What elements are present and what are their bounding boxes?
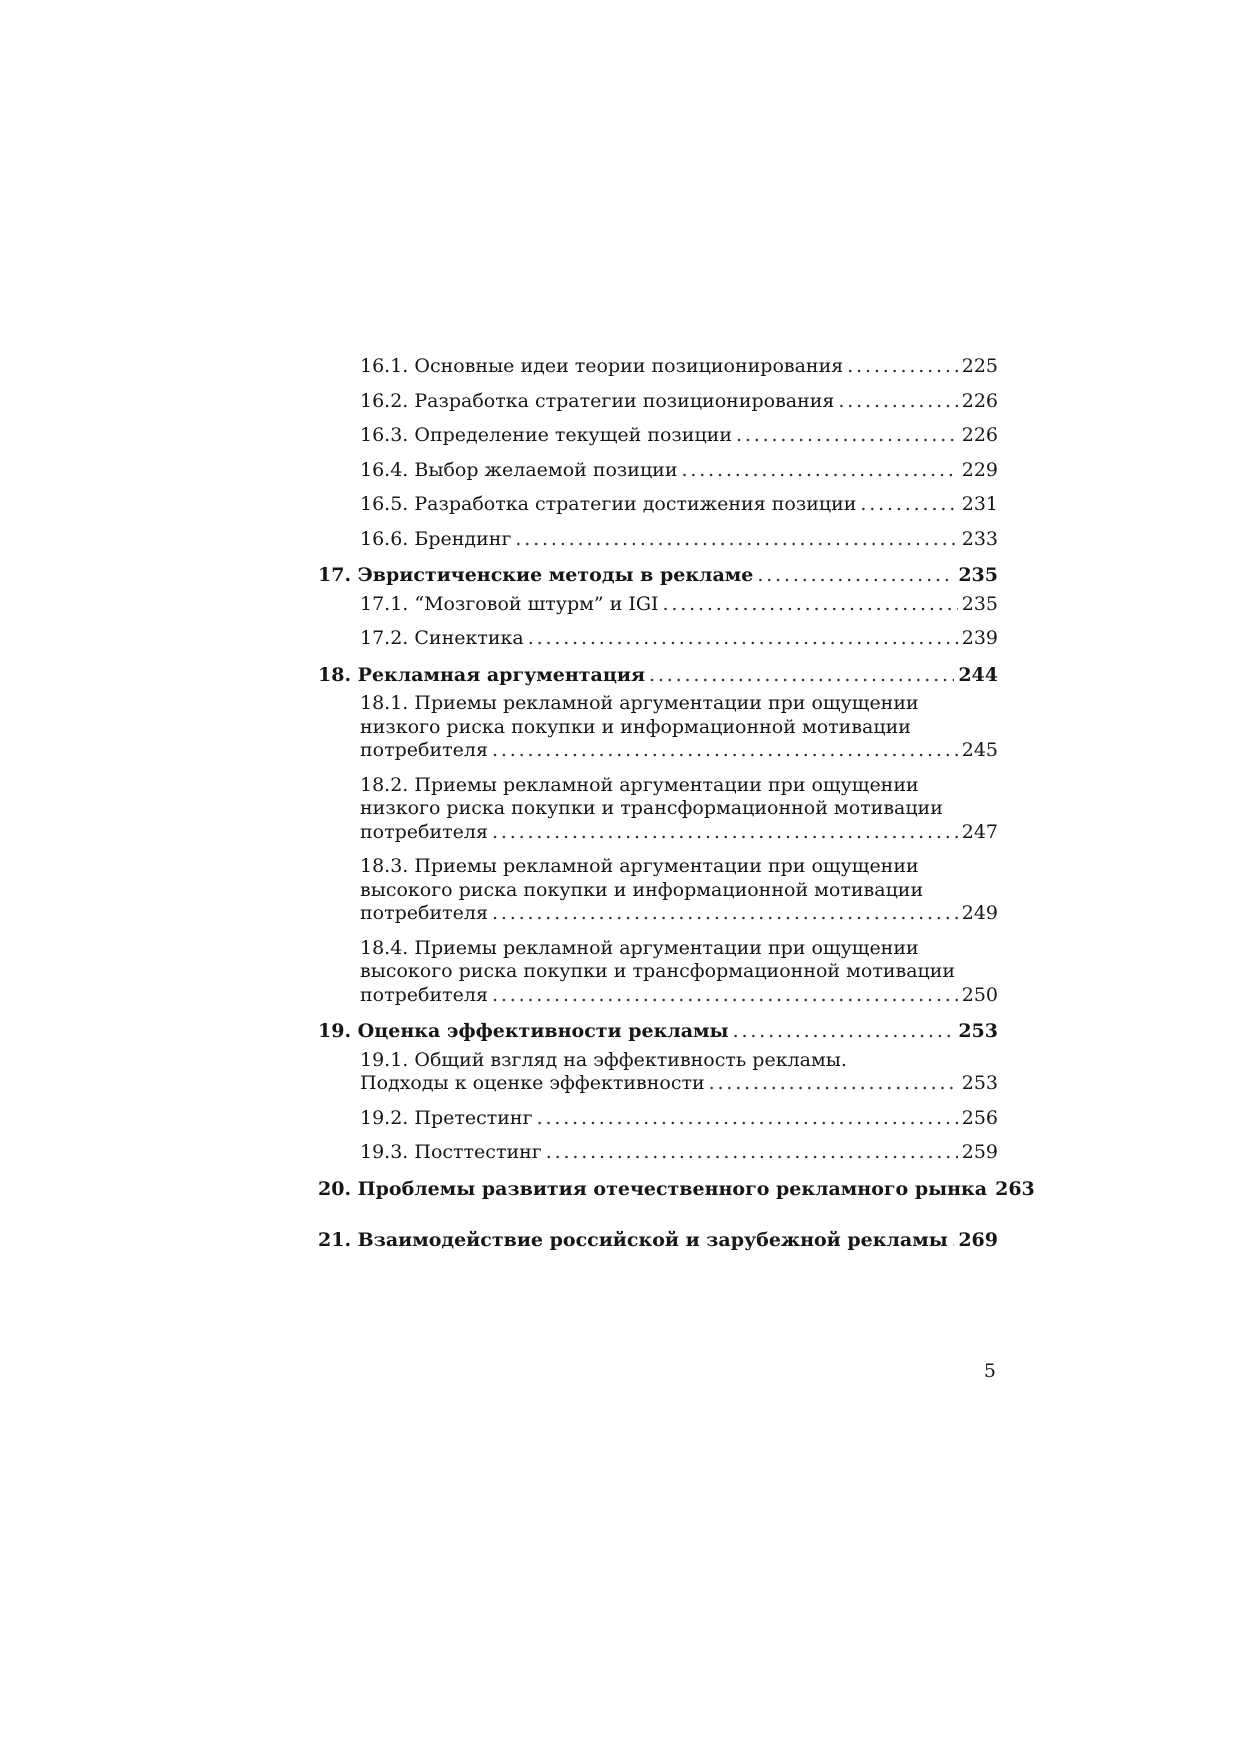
toc-entry-16-1[interactable] xyxy=(318,355,998,379)
toc-entry-page: 259 xyxy=(961,1141,998,1163)
dot-leader xyxy=(492,739,958,763)
toc-entry-page: 226 xyxy=(961,424,998,446)
dot-leader xyxy=(515,528,957,552)
toc-chapter-17[interactable] xyxy=(318,564,998,588)
toc-chapter-page: 269 xyxy=(958,1229,998,1251)
toc-entry-page: 225 xyxy=(961,355,998,377)
dot-leader xyxy=(537,1107,958,1131)
toc-entry-19-1[interactable] xyxy=(318,1049,998,1096)
toc-chapter-page: 235 xyxy=(958,564,998,586)
toc-entry-16-4[interactable] xyxy=(318,459,998,483)
toc-entry-title: 16.6. Брендинг xyxy=(360,527,512,550)
dot-leader xyxy=(847,355,958,379)
toc-entry-title: 17.1. “Мозговой штурм” и IGI xyxy=(360,592,659,615)
dot-leader xyxy=(952,1229,955,1253)
toc-entry-title: 16.1. Основные идеи теории позиционирования xyxy=(360,355,844,377)
toc-chapter-title: 18. Рекламная аргументация xyxy=(318,663,645,686)
toc-entry-16-5[interactable] xyxy=(318,493,998,517)
toc-chapter-title: 20. Проблемы развития отечественного рекламного рынка xyxy=(318,1177,988,1200)
dot-leader xyxy=(546,1141,958,1165)
toc-entry-16-3[interactable] xyxy=(318,424,998,448)
toc-entry-17-1[interactable] xyxy=(318,593,998,617)
table-of-contents xyxy=(318,355,1035,1258)
toc-entry-page: 250 xyxy=(961,983,998,1006)
toc-chapter-18[interactable] xyxy=(318,664,998,688)
toc-entry-17-2[interactable] xyxy=(318,627,998,651)
toc-entry-title: 16.5. Разработка стратегии достижения позиции xyxy=(360,493,857,515)
toc-entry-18-1[interactable] xyxy=(318,692,998,763)
dot-leader xyxy=(492,902,958,926)
toc-entry-title-line: потребителя xyxy=(360,820,488,843)
toc-entry-title: 16.4. Выбор желаемой позиции xyxy=(360,458,678,481)
toc-entry-16-2[interactable] xyxy=(318,390,998,414)
toc-entry-page: 249 xyxy=(961,902,998,924)
dot-leader xyxy=(528,627,958,651)
toc-entry-title: 19.3. Посттестинг xyxy=(360,1141,542,1163)
toc-chapter-page: 263 xyxy=(995,1177,1035,1200)
toc-entry-page: 256 xyxy=(961,1106,998,1129)
toc-entry-page: 233 xyxy=(961,527,998,550)
toc-entry-title: 17.2. Синектика xyxy=(360,627,524,649)
page-number: 5 xyxy=(983,1360,996,1382)
toc-entry-title-line: низкого риска покупки и информационной мотивации xyxy=(360,715,911,738)
toc-entry-title: 19.2. Претестинг xyxy=(360,1106,533,1129)
toc-entry-16-6[interactable] xyxy=(318,528,998,552)
toc-entry-19-3[interactable] xyxy=(318,1141,998,1165)
toc-entry-title-line: потребителя xyxy=(360,902,488,924)
dot-leader xyxy=(860,493,957,517)
toc-entry-title: 16.3. Определение текущей позиции xyxy=(360,424,732,446)
toc-entry-18-2[interactable] xyxy=(318,774,998,845)
toc-entry-page: 247 xyxy=(961,820,998,843)
dot-leader xyxy=(709,1072,958,1096)
toc-entry-title-line: 18.4. Приемы рекламной аргументации при ощущении xyxy=(360,936,919,959)
toc-chapter-21[interactable] xyxy=(318,1229,998,1253)
toc-entry-page: 235 xyxy=(961,592,998,615)
dot-leader xyxy=(733,1020,955,1044)
toc-chapter-page: 253 xyxy=(958,1020,998,1042)
toc-entry-title-line: 18.1. Приемы рекламной аргументации при ощущении xyxy=(360,692,919,714)
toc-entry-title-line: 19.1. Общий взгляд на эффективность рекламы. xyxy=(360,1048,847,1071)
dot-leader xyxy=(736,424,958,448)
toc-entry-page: 231 xyxy=(961,493,998,515)
toc-chapter-title: 19. Оценка эффективности рекламы xyxy=(318,1020,729,1042)
toc-entry-page: 239 xyxy=(961,627,998,649)
toc-chapter-title: 17. Эвристиченские методы в рекламе xyxy=(318,564,754,586)
toc-chapter-page: 244 xyxy=(958,663,998,686)
toc-entry-title-line: потребителя xyxy=(360,983,488,1006)
dot-leader xyxy=(838,390,957,414)
dot-leader xyxy=(492,821,958,845)
dot-leader xyxy=(492,984,958,1008)
toc-entry-title-line: 18.2. Приемы рекламной аргументации при ощущении xyxy=(360,773,919,796)
toc-entry-page: 245 xyxy=(961,739,998,761)
toc-entry-title-line: высокого риска покупки и трансформационной мотивации xyxy=(360,960,956,982)
toc-entry-page: 226 xyxy=(961,389,998,412)
toc-entry-title-line: низкого риска покупки и трансформационной мотивации xyxy=(360,797,943,819)
toc-entry-title-line: высокого риска покупки и информационной мотивации xyxy=(360,878,924,901)
toc-entry-19-2[interactable] xyxy=(318,1107,998,1131)
toc-entry-page: 253 xyxy=(961,1072,998,1094)
dot-leader xyxy=(682,459,958,483)
dot-leader xyxy=(757,564,954,588)
dot-leader xyxy=(649,664,954,688)
toc-entry-title-line: Подходы к оценке эффективности xyxy=(360,1072,705,1094)
toc-entry-title-line: потребителя xyxy=(360,739,488,761)
toc-entry-18-4[interactable] xyxy=(318,937,998,1008)
toc-chapter-19[interactable] xyxy=(318,1020,998,1044)
dot-leader xyxy=(663,593,958,617)
toc-entry-18-3[interactable] xyxy=(318,855,998,926)
toc-entry-page: 229 xyxy=(961,458,998,481)
toc-chapter-20[interactable] xyxy=(318,1177,1035,1202)
toc-entry-title-line: 18.3. Приемы рекламной аргументации при ощущении xyxy=(360,855,919,877)
toc-chapter-title: 21. Взаимодействие российской и зарубежной рекламы xyxy=(318,1229,948,1251)
toc-entry-title: 16.2. Разработка стратегии позиционирования xyxy=(360,389,835,412)
